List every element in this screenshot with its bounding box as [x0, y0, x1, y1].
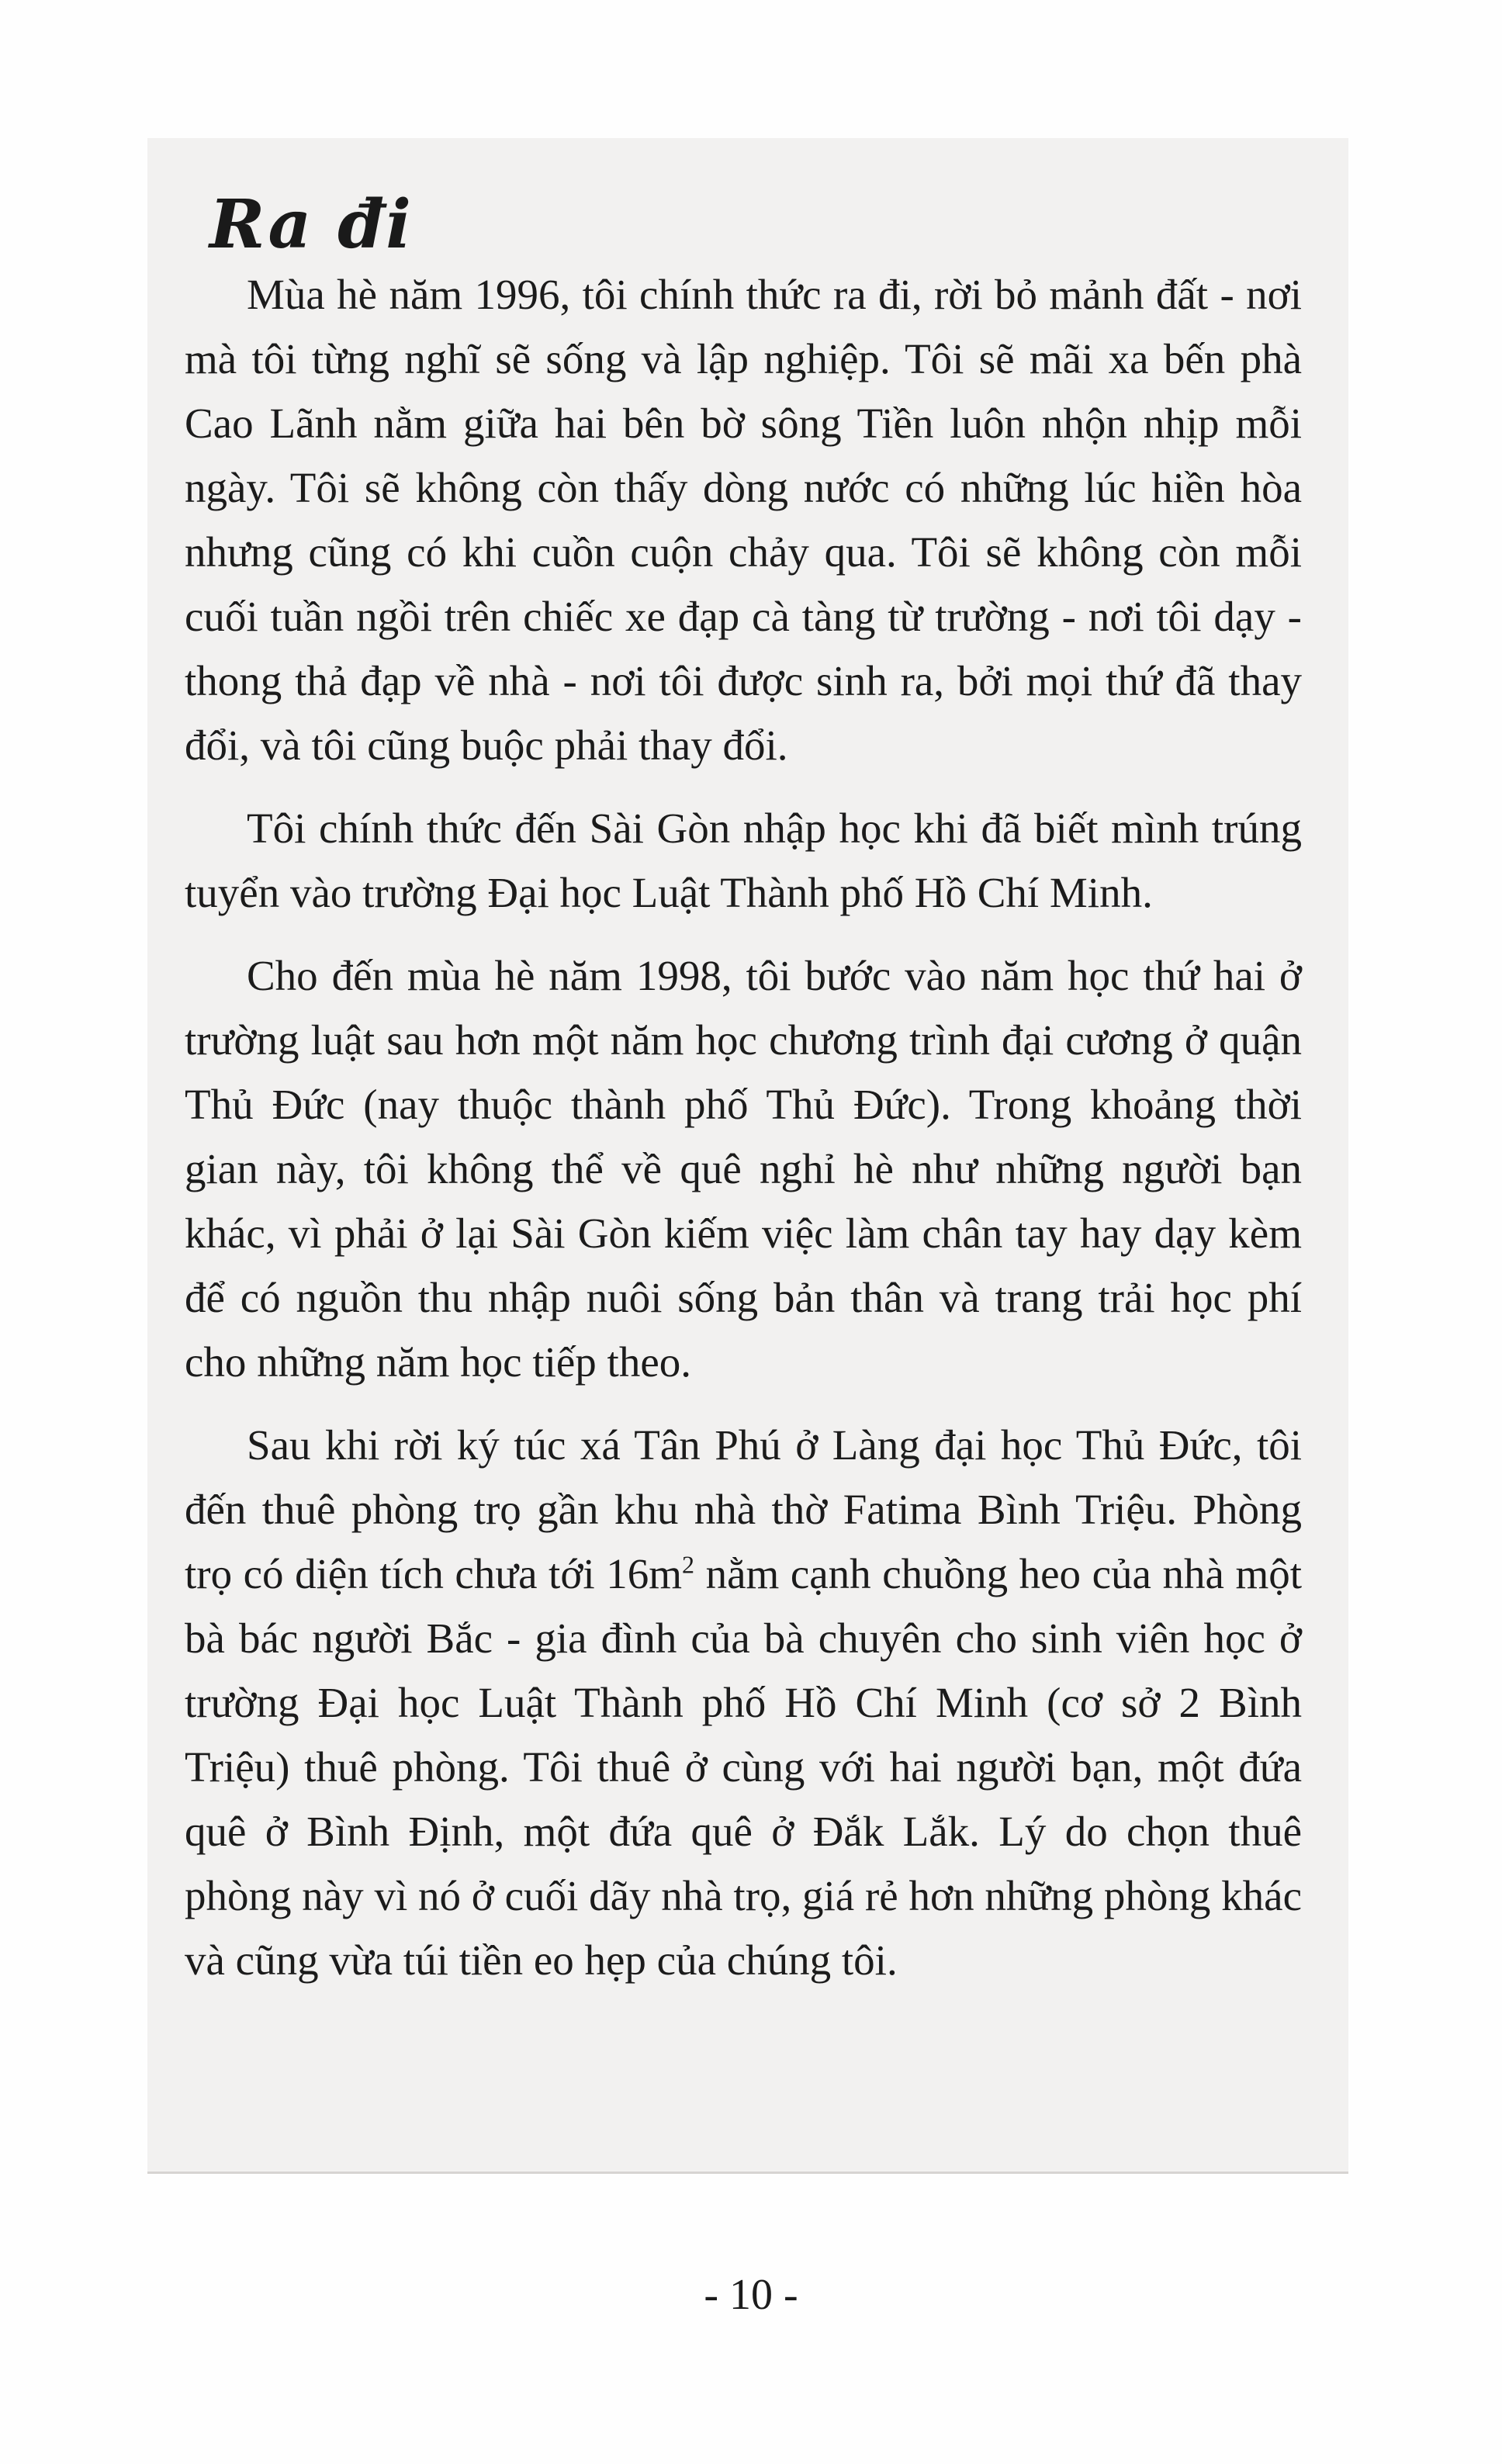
- paragraph-4: [185, 1413, 1302, 1992]
- paragraph-4-text-end: nằm cạnh chuồng heo của nhà một bà bác người Bắc - gia đình của bà chuyên cho sinh viên học ở trường Đại học Luật Thành phố Hồ Chí Minh (cơ sở 2 Bình Triệu) thuê phòng. Tôi thuê ở cùng với hai người bạn, một đứa quê ở Bình Định, một đứa quê ở Đắk Lắk. Lý do chọn thuê phòng này vì nó ở cuối dãy nhà trọ, giá rẻ hơn những phòng khác và cũng vừa túi tiền eo hẹp của chúng tôi.: [185, 1550, 1303, 1984]
- paragraph-2: Tôi chính thức đến Sài Gòn nhập học khi đã biết mình trúng tuyển vào trường Đại học Luật Thành phố Hồ Chí Minh.: [185, 805, 1302, 916]
- text-panel: [147, 138, 1348, 2174]
- paragraph-4-text-start: Sau khi rời ký túc xá Tân Phú ở Làng đại học Thủ Đức, tôi đến thuê phòng trọ gần khu nhà thờ Fatima Bình Triệu. Phòng trọ có diện tích chưa tới 16m: [185, 1421, 1302, 1597]
- paragraph-1: Mùa hè năm 1996, tôi chính thức ra đi, rời bỏ mảnh đất - nơi mà tôi từng nghĩ sẽ sống và lập nghiệp. Tôi sẽ mãi xa bến phà Cao Lãnh nằm giữa hai bên bờ sông Tiền luôn nhộn nhịp mỗi ngày. Tôi sẽ không còn thấy dòng nước có những lúc hiền hòa nhưng cũng có khi cuồn cuộn chảy qua. Tôi sẽ không còn mỗi cuối tuần ngồi trên chiếc xe đạp cà tàng từ trường - nơi tôi dạy - thong thả đạp về nhà - nơi tôi được sinh ra, bởi mọi thứ đã thay đổi, và tôi cũng buộc phải thay đổi.: [185, 271, 1302, 769]
- superscript-two: 2: [682, 1550, 695, 1579]
- body-text: [185, 262, 1302, 2011]
- chapter-title: Ra đi: [209, 185, 413, 264]
- paragraph-3: Cho đến mùa hè năm 1998, tôi bước vào năm học thứ hai ở trường luật sau hơn một năm học chương trình đại cương ở quận Thủ Đức (nay thuộc thành phố Thủ Đức). Trong khoảng thời gian này, tôi không thể về quê nghỉ hè như những người bạn khác, vì phải ở lại Sài Gòn kiếm việc làm chân tay hay dạy kèm để có nguồn thu nhập nuôi sống bản thân và trang trải học phí cho những năm học tiếp theo.: [185, 952, 1302, 1386]
- page-number: - 10 -: [704, 2271, 798, 2319]
